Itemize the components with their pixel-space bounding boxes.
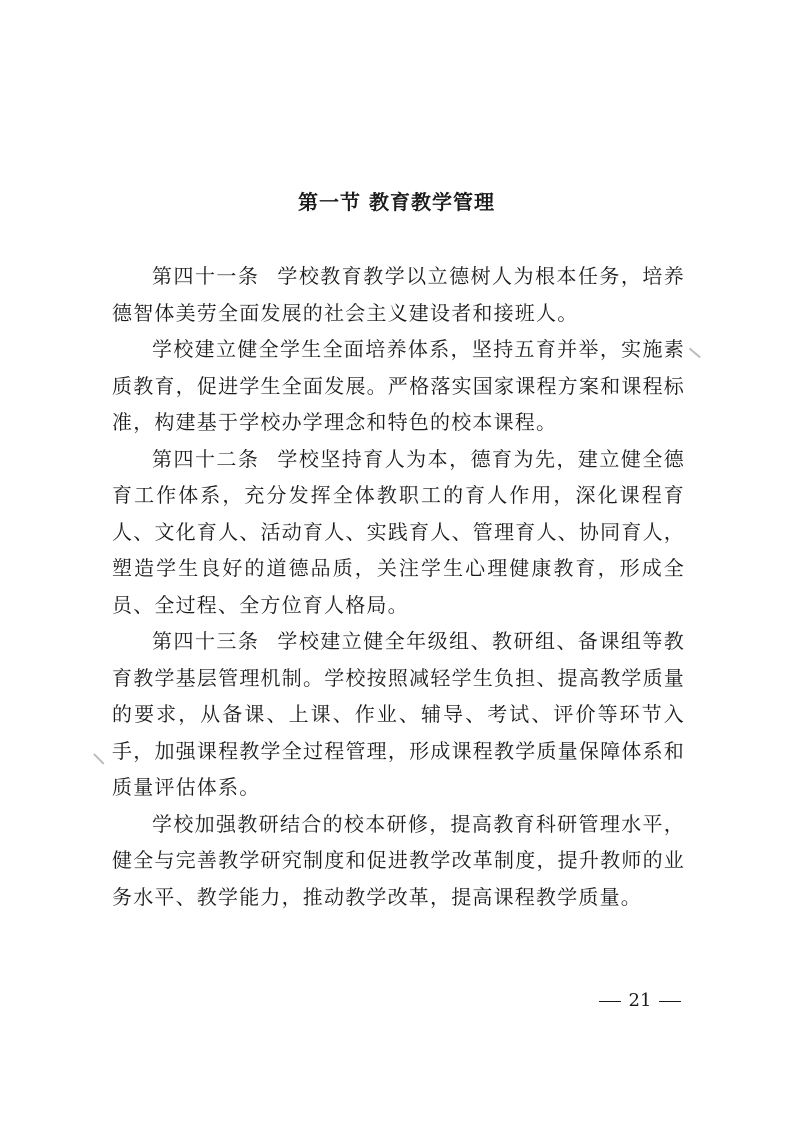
- paragraph-text: 学校建立健全年级组、教研组、备课组等教育教学基层管理机制。学校按照减轻学生负担、提高教学质量的要求，从备课、上课、作业、辅导、考试、评价等环节入手，加强课程教学全过程管理，形成课程教学质量保障体系和质量评估体系。: [112, 629, 686, 799]
- paragraph-text: 学校教育教学以立德树人为根本任务，培养德智体美劳全面发展的社会主义建设者和接班人。: [112, 264, 686, 325]
- paragraph-article-41-cont: [112, 331, 685, 441]
- document-body: [112, 258, 685, 915]
- scan-artifact-mark: [94, 753, 105, 764]
- page-number-dash-right: [659, 1001, 681, 1002]
- paragraph-article-42: [112, 441, 685, 624]
- paragraph-article-43-cont: [112, 806, 685, 916]
- article-number: 第四十三条: [152, 629, 260, 653]
- page-number-dash-left: [599, 1001, 621, 1002]
- page-number: [590, 990, 690, 1011]
- paragraph-text: 学校坚持育人为本，德育为先，建立健全德育工作体系，充分发挥全体教职工的育人作用，深化课程育人、文化育人、活动育人、实践育人、管理育人、协同育人，塑造学生良好的道德品质，关注学生心理健康教育，形成全员、全过程、全方位育人格局。: [112, 446, 686, 617]
- paragraph-article-43: [112, 623, 685, 806]
- section-title: 第一节 教育教学管理: [298, 190, 495, 214]
- article-number: 第四十二条: [152, 446, 260, 471]
- paragraph-text: 学校加强教研结合的校本研修，提高教育科研管理水平，健全与完善教学研究制度和促进教学改革制度，提升教师的业务水平、教学能力，推动教学改革，提高课程教学质量。: [112, 811, 685, 909]
- paragraph-article-41: [112, 258, 685, 331]
- page-number-value: 21: [628, 990, 652, 1011]
- paragraph-text: 学校建立健全学生全面培养体系，坚持五育并举，实施素质教育，促进学生全面发展。严格落实国家课程方案和课程标准，构建基于学校办学理念和特色的校本课程。: [112, 337, 685, 434]
- article-number: 第四十一条: [152, 264, 260, 288]
- scan-artifact-mark: [689, 348, 701, 358]
